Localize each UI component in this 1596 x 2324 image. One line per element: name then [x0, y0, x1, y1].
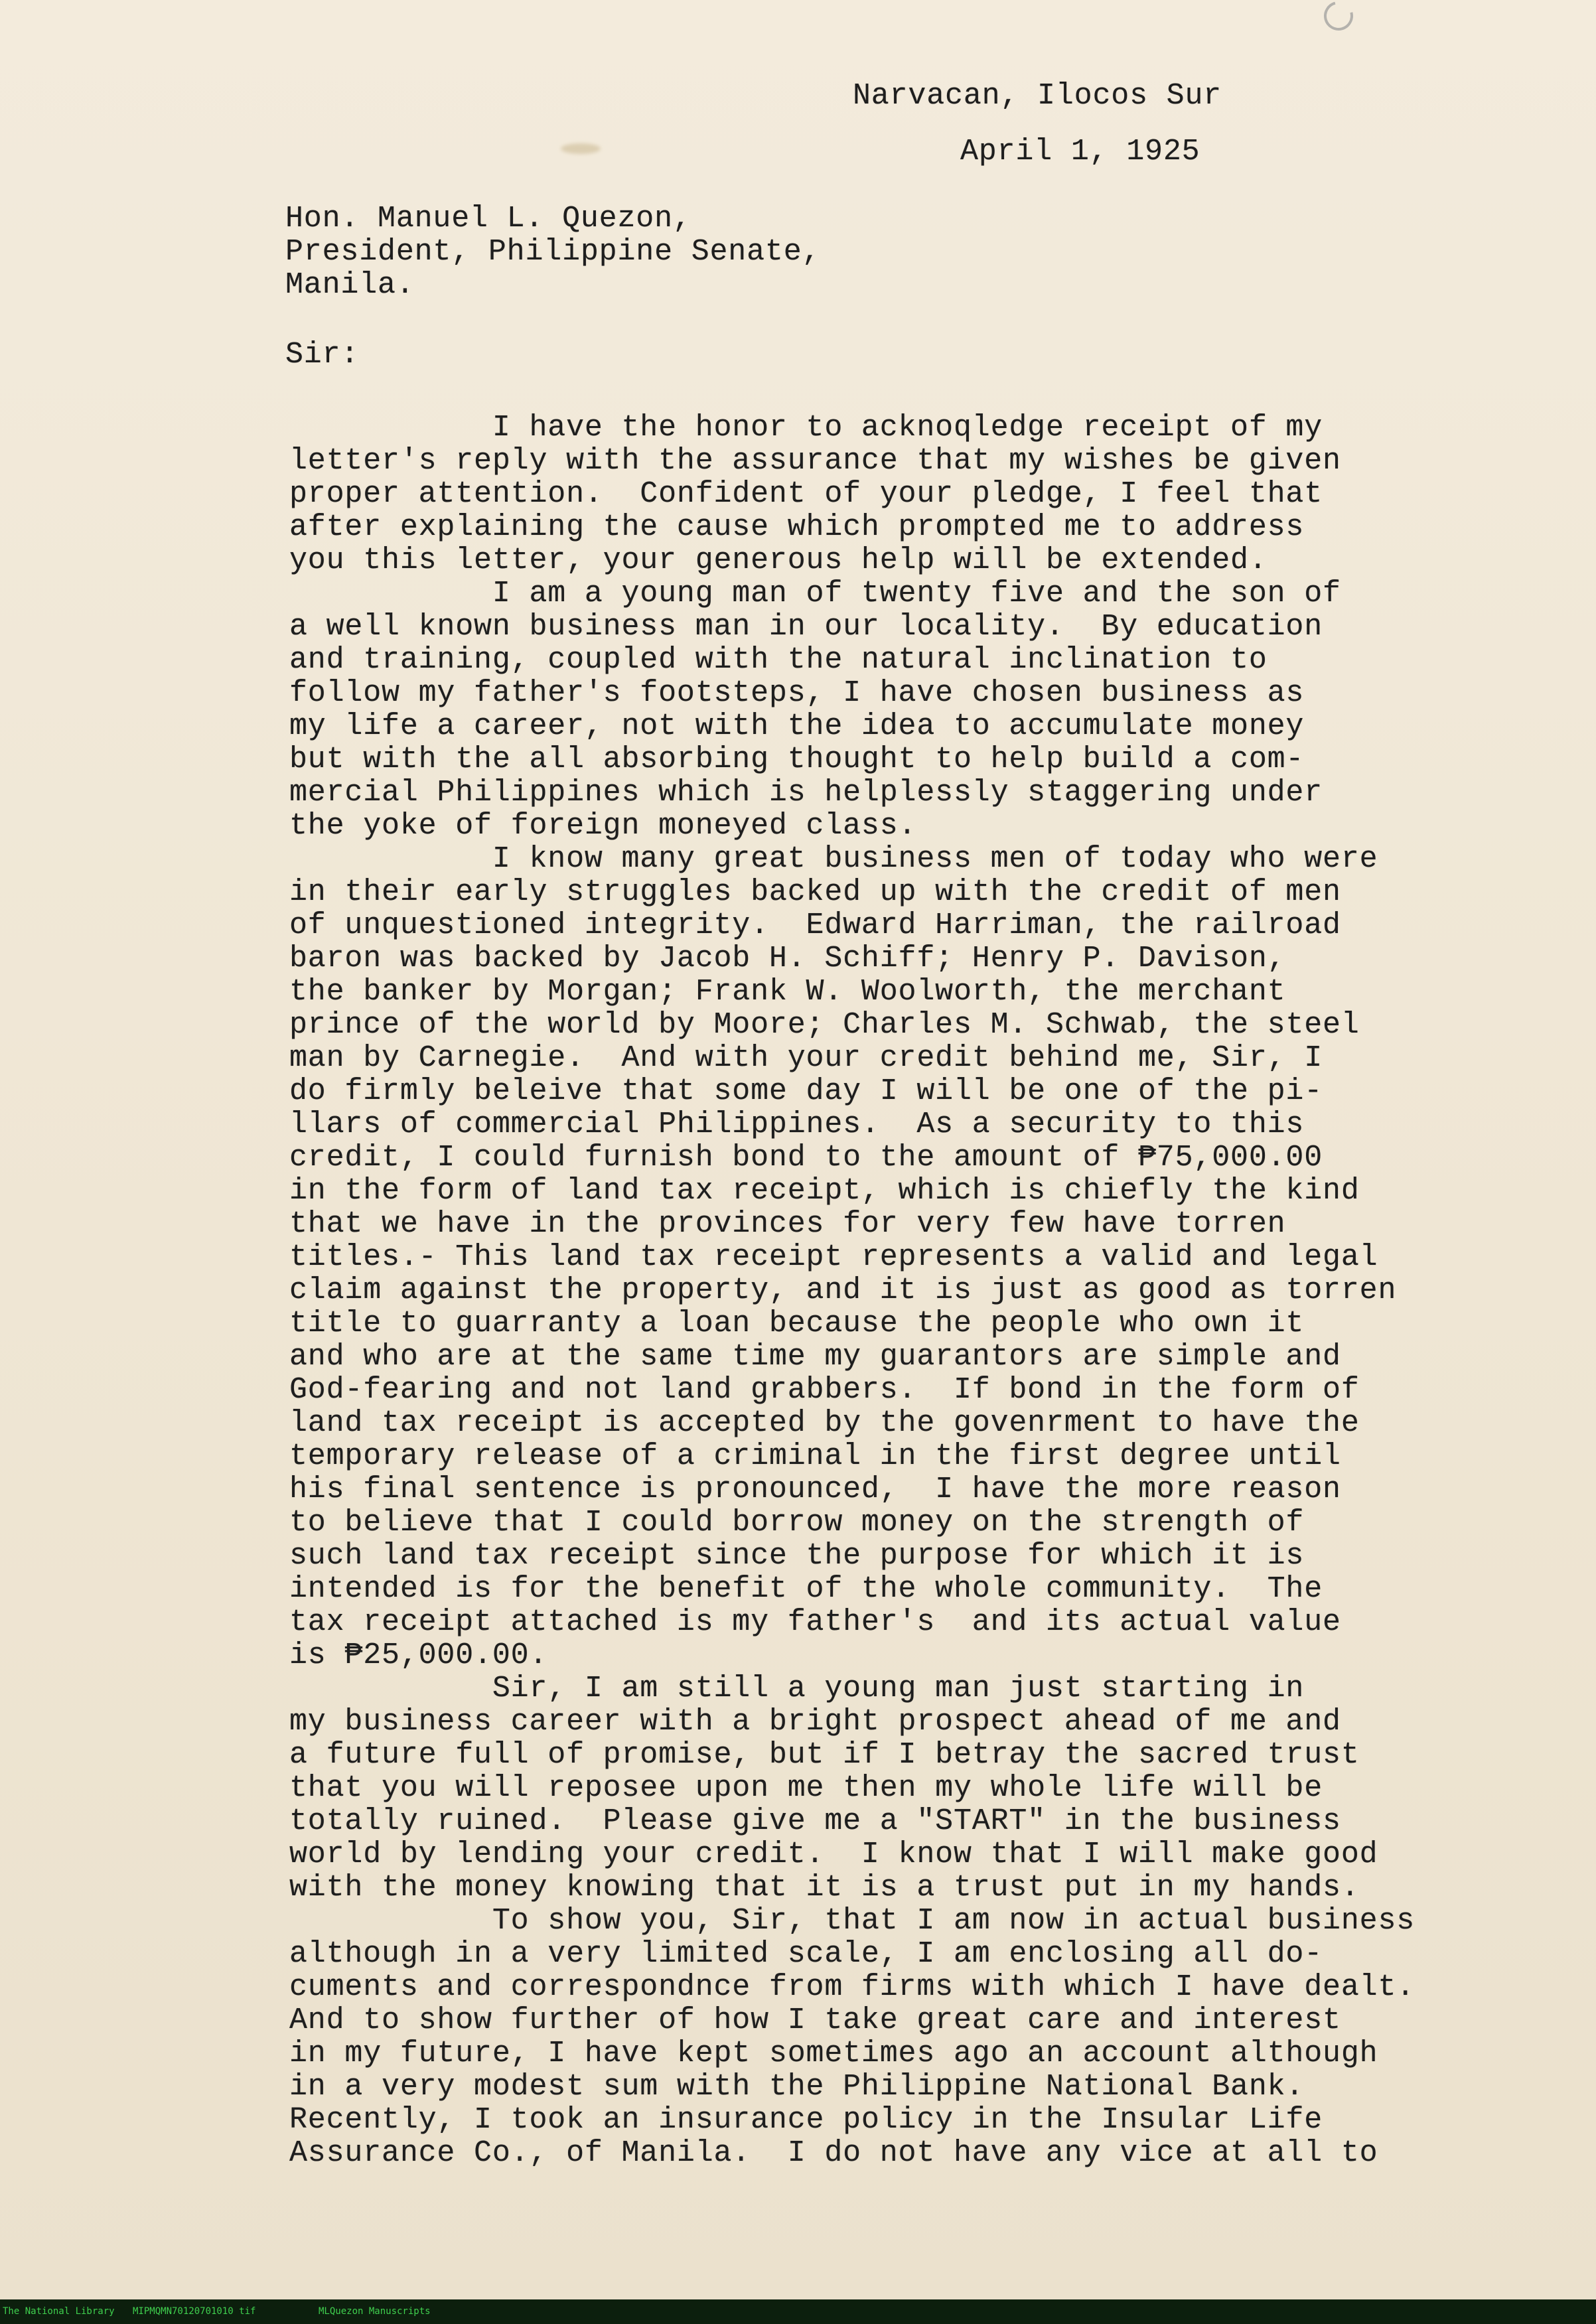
body-line: cuments and correspondnce from firms with which I have dealt. [289, 1970, 1415, 2004]
body-line: such land tax receipt since the purpose for which it is [289, 1539, 1305, 1573]
body-line: man by Carnegie. And with your credit behind me, Sir, I [289, 1041, 1323, 1075]
body-line: God-fearing and not land grabbers. If bond in the form of [289, 1373, 1360, 1407]
body-line: of unquestioned integrity. Edward Harriman, the railroad [289, 908, 1341, 942]
body-line: you this letter, your generous help will be extended. [289, 544, 1268, 577]
body-line: And to show further of how I take great care and interest [289, 2003, 1341, 2037]
body-line: that you will reposee upon me then my whole life will be [289, 1771, 1323, 1805]
salutation: Sir: [285, 338, 360, 372]
footer-library: The National Library [3, 2306, 115, 2317]
body-line: with the money knowing that it is a trust put in my hands. [289, 1871, 1360, 1905]
body-line: totally ruined. Please give me a "START" in the business [289, 1804, 1341, 1838]
body-line: tax receipt attached is my father's and its actual value [289, 1605, 1341, 1639]
footer-collection: MLQuezon Manuscripts [319, 2306, 431, 2317]
pencil-mark [1319, 0, 1358, 36]
body-line: do firmly beleive that some day I will be one of the pi- [289, 1074, 1323, 1108]
body-line: a well known business man in our locality. By education [289, 610, 1323, 644]
body-line: world by lending your credit. I know that I will make good [289, 1838, 1378, 1871]
body-line: in a very modest sum with the Philippine National Bank. [289, 2070, 1305, 2104]
body-line: I have the honor to acknoqledge receipt of my [289, 411, 1323, 445]
recipient-line: President, Philippine Senate, [285, 235, 821, 269]
body-line: land tax receipt is accepted by the govenrment to have the [289, 1406, 1360, 1440]
body-line: the yoke of foreign moneyed class. [289, 809, 917, 843]
body-line: and training, coupled with the natural inclination to [289, 643, 1268, 677]
body-line: To show you, Sir, that I am now in actual business [289, 1904, 1415, 1938]
body-line: his final sentence is pronounced, I have the more reason [289, 1473, 1341, 1506]
body-line: a future full of promise, but if I betray the sacred trust [289, 1738, 1360, 1772]
body-line: intended is for the benefit of the whole community. The [289, 1572, 1323, 1606]
body-line: although in a very limited scale, I am enclosing all do- [289, 1937, 1323, 1971]
footer-file-id: MIPMQMN70120701010 tif [133, 2306, 256, 2317]
body-line: credit, I could furnish bond to the amount of ₱75,000.00 [289, 1141, 1323, 1175]
body-line: after explaining the cause which prompted me to address [289, 510, 1305, 544]
body-line: mercial Philippines which is helplessly staggering under [289, 776, 1323, 810]
body-line: Sir, I am still a young man just starting in [289, 1672, 1305, 1706]
body-line: Assurance Co., of Manila. I do not have any vice at all to [289, 2136, 1378, 2170]
body-line: letter's reply with the assurance that my wishes be given [289, 444, 1341, 478]
letter-date: April 1, 1925 [960, 135, 1200, 169]
body-line: in their early struggles backed up with the credit of men [289, 875, 1341, 909]
body-line: I know many great business men of today who were [289, 842, 1378, 876]
body-line: follow my father's footsteps, I have chosen business as [289, 676, 1305, 710]
body-line: in my future, I have kept sometimes ago an account although [289, 2037, 1378, 2070]
body-line: my life a career, not with the idea to accumulate money [289, 709, 1305, 743]
body-line: claim against the property, and it is just as good as torren [289, 1273, 1397, 1307]
body-line: titles.- This land tax receipt represents a valid and legal [289, 1240, 1378, 1274]
body-line: the banker by Morgan; Frank W. Woolworth, the merchant [289, 975, 1286, 1009]
archive-footer [0, 2299, 1596, 2324]
body-line: baron was backed by Jacob H. Schiff; Henry P. Davison, [289, 942, 1286, 976]
body-line: in the form of land tax receipt, which is chiefly the kind [289, 1174, 1360, 1208]
body-line: is ₱25,000.00. [289, 1638, 548, 1672]
body-line: my business career with a bright prospect ahead of me and [289, 1705, 1341, 1739]
body-line: but with the all absorbing thought to help build a com- [289, 743, 1305, 776]
body-line: Recently, I took an insurance policy in the Insular Life [289, 2103, 1323, 2137]
body-line: I am a young man of twenty five and the son of [289, 577, 1341, 611]
body-line: prince of the world by Moore; Charles M. Schwab, the steel [289, 1008, 1360, 1042]
body-line: title to guarranty a loan because the people who own it [289, 1307, 1305, 1341]
recipient-line: Manila. [285, 268, 415, 302]
body-line: that we have in the provinces for very few have torren [289, 1207, 1286, 1241]
letter-place: Narvacan, Ilocos Sur [853, 79, 1222, 113]
body-line: proper attention. Confident of your pledge, I feel that [289, 477, 1323, 511]
paper-smudge [561, 143, 601, 154]
body-line: llars of commercial Philippines. As a security to this [289, 1108, 1305, 1141]
letter-body [289, 411, 1415, 2170]
recipient-line: Hon. Manuel L. Quezon, [285, 202, 691, 236]
body-line: and who are at the same time my guarantors are simple and [289, 1340, 1341, 1374]
body-line: temporary release of a criminal in the first degree until [289, 1439, 1341, 1473]
body-line: to believe that I could borrow money on the strength of [289, 1506, 1305, 1540]
